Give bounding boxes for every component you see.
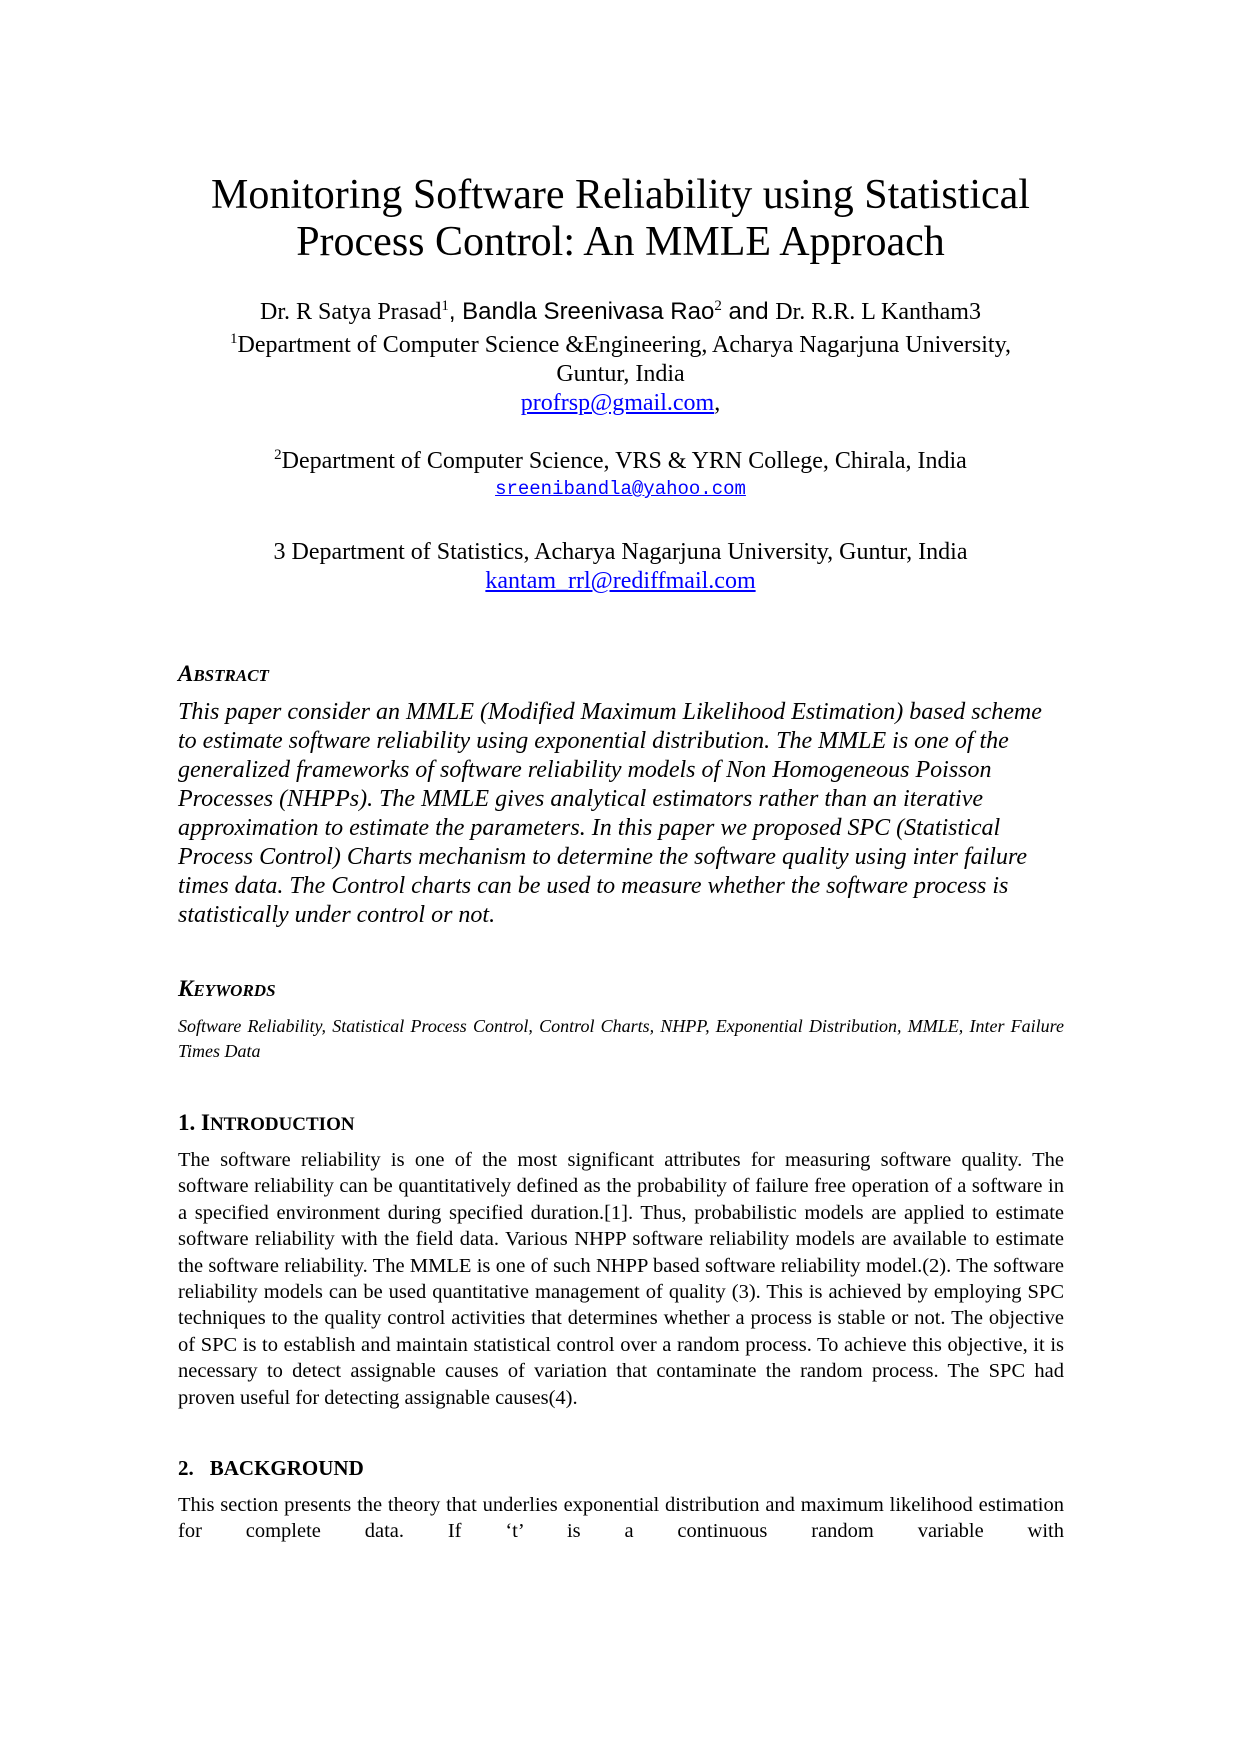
keywords-heading-first: K [178, 976, 194, 1001]
author-and: and [721, 298, 776, 325]
section-2-text: This section presents the theory that underlies exponential distribution and maximum likelihood estimation for complete data. If ‘t’ is a continuous random variable with [178, 1494, 1064, 1543]
affiliation-2-sup: 2 [274, 447, 282, 463]
affiliation-1-sup: 1 [229, 331, 238, 347]
affiliation-3 [0, 538, 1241, 596]
paper-title [0, 172, 1241, 266]
author-2: Bandla Sreenivasa Rao [462, 298, 715, 325]
email-link-3[interactable]: kantam_rrl@rediffmail.com [485, 568, 756, 594]
abstract-text: This paper consider an MMLE (Modified Maximum Likelihood Estimation) based scheme to estimate software reliability using exponential distribution. The MMLE is one of the generalized frameworks of software reliability models of Non Homogeneous Poisson Processes (NHPPs). The MMLE gives analytical estimators rather than an iterative approximation to estimate the parameters. In this paper we proposed SPC (Statistical Process Control) Charts mechanism to determine the software quality using inter failure times data. The Control charts can be used to measure whether the software process is statistically under control or not. [178, 699, 1042, 928]
author-sep: , [448, 298, 463, 325]
affiliation-2-line1: Department of Computer Science, VRS & YRN College, Chirala, India [281, 448, 967, 474]
keywords-text: Software Reliability, Statistical Process Control, Control Charts, NHPP, Exponential Distribution, MMLE, Inter Failure Times Data [178, 1016, 1064, 1061]
email-1-suffix: , [714, 390, 721, 416]
section-1-heading [178, 1109, 355, 1139]
author-1: Dr. R Satya Prasad [260, 299, 442, 325]
affiliation-2 [0, 447, 1241, 500]
abstract-heading [178, 660, 269, 690]
author-1-sup: 1 [441, 298, 449, 314]
title-line-2: Process Control: An MMLE Approach [296, 219, 945, 265]
affiliation-1-line1: Department of Computer Science &Engineering, Acharya Nagarjuna University, [237, 332, 1012, 358]
section-2-heading [178, 1454, 364, 1482]
section-1-text: The software reliability is one of the most significant attributes for measuring software quality. The software reliability can be quantitatively defined as the probability of failure free operation of a software in a specified environment during specified duration.[1]. Thus, probabilistic models are applied to estimate software reliability with the field data. Various NHPP software reliability models are available to estimate the software reliability. The MMLE is one of such NHPP based software reliability model.(2). The software reliability models can be used quantitative management of quality (3). This is achieved by employing SPC techniques to the quality control activities that determines whether a process is stable or not. The objective of SPC is to establish and maintain statistical control over a random process. To achieve this objective, it is necessary to detect assignable causes of variation that contaminate the random process. The SPC had proven useful for detecting assignable causes(4). [178, 1149, 1064, 1409]
keywords-heading [178, 975, 276, 1005]
section-2-heading-text: BACKGROUND [209, 1456, 364, 1480]
keywords-heading-rest: EYWORDS [193, 981, 276, 1000]
affiliation-1 [0, 331, 1241, 418]
title-line-1: Monitoring Software Reliability using Statistical [211, 172, 1030, 218]
affiliation-3-line1: 3 Department of Statistics, Acharya Nagarjuna University, Guntur, India [273, 539, 968, 565]
section-1-heading-rest: NTRODUCTION [209, 1114, 355, 1135]
section-2-number: 2. [178, 1456, 194, 1480]
abstract-heading-rest: BSTRACT [193, 666, 269, 685]
abstract-heading-first: A [178, 661, 194, 686]
email-link-2[interactable]: sreenibandla@yahoo.com [495, 478, 746, 500]
affiliation-1-line2: Guntur, India [556, 361, 685, 387]
author-list [0, 297, 1241, 327]
author-2-sup: 2 [714, 298, 722, 314]
author-3: Dr. R.R. L Kantham3 [775, 299, 981, 325]
section-1-number: 1. I [178, 1110, 210, 1135]
email-link-1[interactable]: profrsp@gmail.com [520, 390, 715, 416]
